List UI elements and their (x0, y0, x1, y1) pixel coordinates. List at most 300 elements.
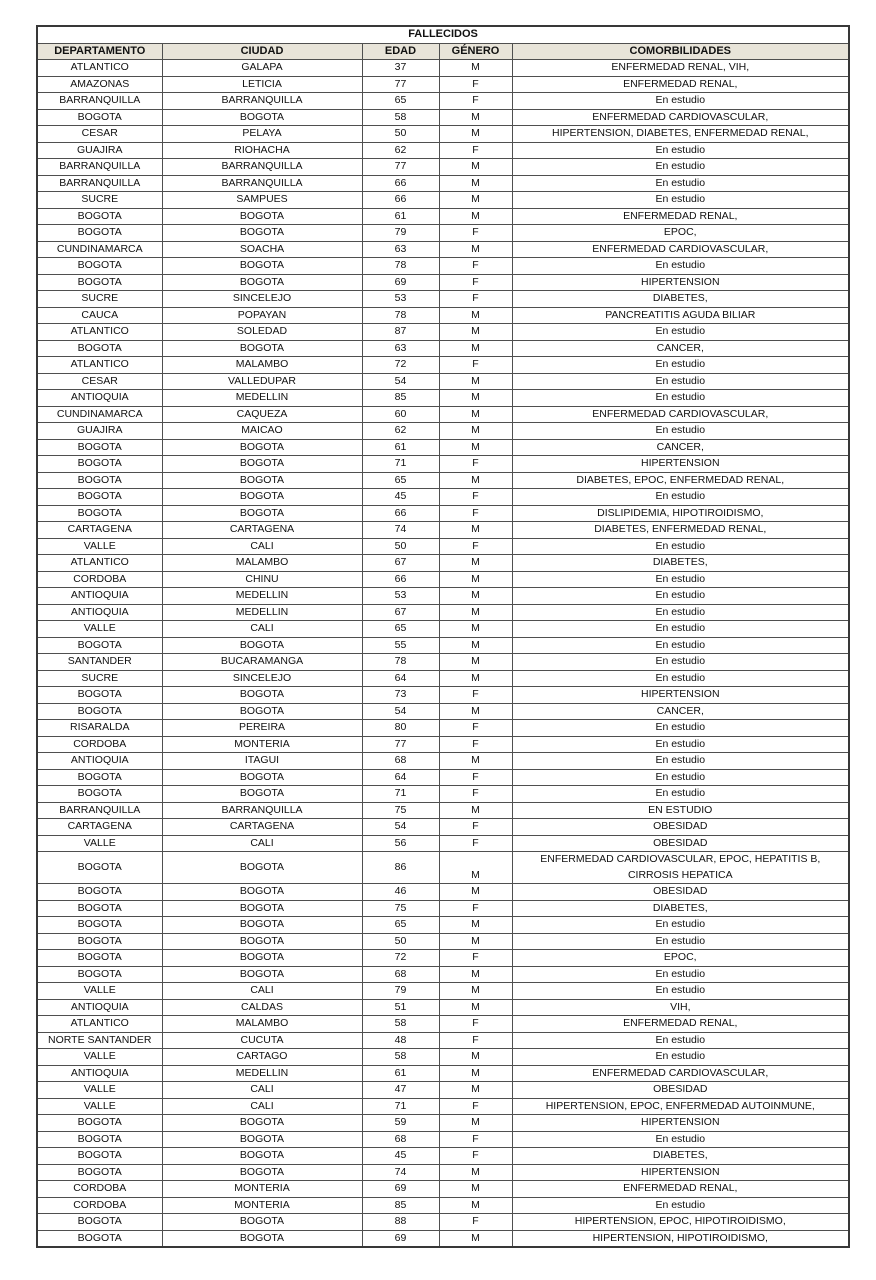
cell-departamento: CORDOBA (37, 736, 162, 753)
cell-departamento: BOGOTA (37, 472, 162, 489)
cell-genero: F (439, 357, 512, 374)
cell-ciudad: MALAMBO (162, 555, 362, 572)
cell-comorbilidades: En estudio (512, 966, 849, 983)
cell-edad: 53 (362, 588, 439, 605)
cell-comorbilidades: En estudio (512, 538, 849, 555)
cell-genero: M (439, 307, 512, 324)
cell-edad: 88 (362, 1214, 439, 1231)
table-row (37, 1032, 849, 1049)
cell-genero: F (439, 142, 512, 159)
cell-ciudad: CALI (162, 1098, 362, 1115)
cell-ciudad: BOGOTA (162, 208, 362, 225)
cell-edad: 75 (362, 900, 439, 917)
cell-genero: M (439, 390, 512, 407)
cell-ciudad: MAICAO (162, 423, 362, 440)
cell-edad: 87 (362, 324, 439, 341)
table-row (37, 505, 849, 522)
cell-comorbilidades: En estudio (512, 142, 849, 159)
cell-departamento: VALLE (37, 621, 162, 638)
cell-genero: F (439, 76, 512, 93)
table-row (37, 621, 849, 638)
cell-comorbilidades: OBESIDAD (512, 1082, 849, 1099)
cell-ciudad: BOGOTA (162, 340, 362, 357)
cell-ciudad: POPAYAN (162, 307, 362, 324)
table-row (37, 406, 849, 423)
cell-ciudad: LETICIA (162, 76, 362, 93)
cell-edad: 46 (362, 884, 439, 901)
cell-ciudad: VALLEDUPAR (162, 373, 362, 390)
cell-ciudad: SOACHA (162, 241, 362, 258)
table-row (37, 1016, 849, 1033)
cell-edad: 69 (362, 1230, 439, 1247)
cell-edad: 74 (362, 522, 439, 539)
cell-ciudad: MALAMBO (162, 357, 362, 374)
cell-comorbilidades: En estudio (512, 1131, 849, 1148)
cell-edad: 64 (362, 769, 439, 786)
cell-ciudad: MEDELLIN (162, 1065, 362, 1082)
cell-departamento: RISARALDA (37, 720, 162, 737)
cell-genero: F (439, 835, 512, 852)
table-title: FALLECIDOS (37, 26, 849, 43)
cell-ciudad: BOGOTA (162, 637, 362, 654)
cell-departamento: ATLANTICO (37, 555, 162, 572)
cell-ciudad: CALI (162, 835, 362, 852)
cell-edad: 77 (362, 76, 439, 93)
table-row (37, 884, 849, 901)
cell-comorbilidades: DIABETES, ENFERMEDAD RENAL, (512, 522, 849, 539)
fallecidos-table (36, 25, 850, 1248)
cell-genero: M (439, 1181, 512, 1198)
cell-departamento: SUCRE (37, 291, 162, 308)
cell-genero: M (439, 654, 512, 671)
cell-ciudad: RIOHACHA (162, 142, 362, 159)
cell-ciudad: SAMPUES (162, 192, 362, 209)
cell-ciudad: BOGOTA (162, 1164, 362, 1181)
cell-genero: F (439, 274, 512, 291)
cell-edad: 62 (362, 142, 439, 159)
cell-comorbilidades: EPOC, (512, 225, 849, 242)
cell-ciudad: CALI (162, 983, 362, 1000)
cell-edad: 66 (362, 505, 439, 522)
cell-ciudad: CALI (162, 538, 362, 555)
cell-comorbilidades: DIABETES, (512, 1148, 849, 1165)
table-row (37, 208, 849, 225)
cell-edad: 37 (362, 60, 439, 77)
cell-genero: M (439, 192, 512, 209)
cell-comorbilidades: DIABETES, EPOC, ENFERMEDAD RENAL, (512, 472, 849, 489)
table-row (37, 933, 849, 950)
cell-comorbilidades: En estudio (512, 489, 849, 506)
cell-edad: 78 (362, 258, 439, 275)
cell-departamento: ANTIOQUIA (37, 390, 162, 407)
cell-edad: 54 (362, 373, 439, 390)
cell-comorbilidades: En estudio (512, 192, 849, 209)
cell-departamento: BOGOTA (37, 340, 162, 357)
cell-departamento: BOGOTA (37, 258, 162, 275)
table-row (37, 93, 849, 110)
table-row (37, 966, 849, 983)
cell-comorbilidades: EPOC, (512, 950, 849, 967)
cell-comorbilidades: DIABETES, (512, 900, 849, 917)
cell-edad: 79 (362, 983, 439, 1000)
cell-comorbilidades: En estudio (512, 933, 849, 950)
cell-departamento: BOGOTA (37, 637, 162, 654)
cell-ciudad: BOGOTA (162, 900, 362, 917)
table-row (37, 703, 849, 720)
cell-ciudad: MONTERIA (162, 1181, 362, 1198)
cell-ciudad: BOGOTA (162, 950, 362, 967)
cell-comorbilidades: DIABETES, (512, 291, 849, 308)
table-row (37, 917, 849, 934)
table-row (37, 324, 849, 341)
cell-edad: 68 (362, 1131, 439, 1148)
cell-comorbilidades: En estudio (512, 670, 849, 687)
table-row (37, 900, 849, 917)
cell-genero: F (439, 687, 512, 704)
table-row (37, 1131, 849, 1148)
cell-ciudad: BOGOTA (162, 1148, 362, 1165)
table-header-row (37, 43, 849, 60)
cell-genero: M (439, 753, 512, 770)
cell-genero: F (439, 489, 512, 506)
cell-departamento: VALLE (37, 1082, 162, 1099)
cell-edad: 67 (362, 604, 439, 621)
table-row (37, 769, 849, 786)
cell-ciudad: GALAPA (162, 60, 362, 77)
cell-departamento: CARTAGENA (37, 522, 162, 539)
cell-edad: 63 (362, 241, 439, 258)
cell-comorbilidades: OBESIDAD (512, 884, 849, 901)
cell-ciudad: MONTERIA (162, 1197, 362, 1214)
cell-ciudad: BOGOTA (162, 258, 362, 275)
cell-edad: 54 (362, 819, 439, 836)
table-row (37, 159, 849, 176)
cell-ciudad: CARTAGENA (162, 819, 362, 836)
cell-comorbilidades: En estudio (512, 621, 849, 638)
cell-comorbilidades: HIPERTENSION, EPOC, ENFERMEDAD AUTOINMUNE, (512, 1098, 849, 1115)
cell-comorbilidades: En estudio (512, 637, 849, 654)
cell-departamento: BOGOTA (37, 208, 162, 225)
cell-ciudad: BOGOTA (162, 472, 362, 489)
cell-ciudad: MALAMBO (162, 1016, 362, 1033)
cell-comorbilidades: ENFERMEDAD CARDIOVASCULAR, (512, 406, 849, 423)
cell-comorbilidades: En estudio (512, 390, 849, 407)
cell-comorbilidades: ENFERMEDAD RENAL, (512, 1181, 849, 1198)
cell-comorbilidades: ENFERMEDAD CARDIOVASCULAR, (512, 109, 849, 126)
cell-edad: 71 (362, 1098, 439, 1115)
cell-ciudad: BOGOTA (162, 225, 362, 242)
table-row (37, 983, 849, 1000)
cell-departamento: ANTIOQUIA (37, 1065, 162, 1082)
cell-comorbilidades: En estudio (512, 654, 849, 671)
cell-genero: F (439, 225, 512, 242)
table-row (37, 357, 849, 374)
cell-genero: M (439, 884, 512, 901)
table-row (37, 472, 849, 489)
table-row (37, 538, 849, 555)
cell-departamento: ATLANTICO (37, 324, 162, 341)
table-row (37, 241, 849, 258)
table-row (37, 456, 849, 473)
cell-comorbilidades: ENFERMEDAD RENAL, (512, 208, 849, 225)
cell-departamento: BOGOTA (37, 703, 162, 720)
cell-edad: 56 (362, 835, 439, 852)
table-row (37, 225, 849, 242)
cell-comorbilidades: En estudio (512, 604, 849, 621)
cell-departamento: VALLE (37, 1049, 162, 1066)
cell-genero: M (439, 60, 512, 77)
cell-genero: M (439, 999, 512, 1016)
table-row (37, 340, 849, 357)
cell-departamento: CESAR (37, 126, 162, 143)
cell-edad: 64 (362, 670, 439, 687)
cell-edad: 55 (362, 637, 439, 654)
cell-departamento: BOGOTA (37, 1148, 162, 1165)
cell-departamento: BOGOTA (37, 786, 162, 803)
cell-ciudad: MEDELLIN (162, 390, 362, 407)
cell-edad: 65 (362, 472, 439, 489)
cell-departamento: SUCRE (37, 670, 162, 687)
cell-ciudad: CALDAS (162, 999, 362, 1016)
cell-departamento: BARRANQUILLA (37, 802, 162, 819)
cell-ciudad: PELAYA (162, 126, 362, 143)
cell-edad: 77 (362, 736, 439, 753)
cell-departamento: BOGOTA (37, 900, 162, 917)
cell-comorbilidades: ENFERMEDAD CARDIOVASCULAR, (512, 1065, 849, 1082)
table-row (37, 373, 849, 390)
table-row (37, 670, 849, 687)
cell-comorbilidades: En estudio (512, 786, 849, 803)
cell-ciudad: BOGOTA (162, 1115, 362, 1132)
cell-comorbilidades: En estudio (512, 423, 849, 440)
cell-edad: 61 (362, 1065, 439, 1082)
cell-edad: 51 (362, 999, 439, 1016)
cell-genero: M (439, 983, 512, 1000)
cell-departamento: BOGOTA (37, 456, 162, 473)
cell-genero: F (439, 1016, 512, 1033)
cell-genero: F (439, 1148, 512, 1165)
cell-comorbilidades: HIPERTENSION, HIPOTIROIDISMO, (512, 1230, 849, 1247)
cell-departamento: GUAJIRA (37, 423, 162, 440)
cell-comorbilidades: VIH, (512, 999, 849, 1016)
column-header-departamento: DEPARTAMENTO (37, 43, 162, 60)
table-row (37, 192, 849, 209)
cell-edad: 69 (362, 274, 439, 291)
cell-genero: M (439, 917, 512, 934)
cell-ciudad: BOGOTA (162, 456, 362, 473)
cell-departamento: BOGOTA (37, 1131, 162, 1148)
table-title-row (37, 26, 849, 43)
table-row (37, 1065, 849, 1082)
cell-departamento: CUNDINAMARCA (37, 241, 162, 258)
table-row (37, 637, 849, 654)
cell-genero: F (439, 1214, 512, 1231)
cell-ciudad: CAQUEZA (162, 406, 362, 423)
cell-genero: M (439, 588, 512, 605)
cell-edad: 69 (362, 1181, 439, 1198)
cell-comorbilidades: HIPERTENSION (512, 687, 849, 704)
cell-ciudad: BOGOTA (162, 933, 362, 950)
cell-edad: 66 (362, 571, 439, 588)
cell-departamento: ANTIOQUIA (37, 999, 162, 1016)
cell-comorbilidades: ENFERMEDAD RENAL, (512, 76, 849, 93)
table-row (37, 604, 849, 621)
cell-edad: 50 (362, 126, 439, 143)
cell-comorbilidades: CANCER, (512, 340, 849, 357)
cell-departamento: VALLE (37, 1098, 162, 1115)
cell-departamento: BOGOTA (37, 505, 162, 522)
cell-departamento: ANTIOQUIA (37, 604, 162, 621)
cell-departamento: BOGOTA (37, 933, 162, 950)
table-row (37, 60, 849, 77)
cell-ciudad: SINCELEJO (162, 291, 362, 308)
cell-departamento: BOGOTA (37, 852, 162, 884)
cell-genero: M (439, 933, 512, 950)
cell-genero: M (439, 406, 512, 423)
cell-edad: 86 (362, 852, 439, 884)
cell-edad: 78 (362, 307, 439, 324)
table-row (37, 307, 849, 324)
column-header-ciudad: CIUDAD (162, 43, 362, 60)
cell-comorbilidades: En estudio (512, 93, 849, 110)
cell-departamento: GUAJIRA (37, 142, 162, 159)
cell-departamento: VALLE (37, 835, 162, 852)
cell-edad: 75 (362, 802, 439, 819)
cell-comorbilidades: HIPERTENSION (512, 274, 849, 291)
table-row (37, 423, 849, 440)
table-row (37, 489, 849, 506)
cell-edad: 80 (362, 720, 439, 737)
cell-genero: M (439, 423, 512, 440)
cell-genero: M (439, 1230, 512, 1247)
cell-edad: 85 (362, 390, 439, 407)
table-row (37, 999, 849, 1016)
cell-genero: F (439, 1032, 512, 1049)
cell-genero: M (439, 1065, 512, 1082)
cell-genero: F (439, 505, 512, 522)
cell-comorbilidades: DISLIPIDEMIA, HIPOTIROIDISMO, (512, 505, 849, 522)
cell-genero: M (439, 1049, 512, 1066)
cell-edad: 58 (362, 109, 439, 126)
cell-ciudad: BOGOTA (162, 109, 362, 126)
table-row (37, 439, 849, 456)
cell-genero: F (439, 1131, 512, 1148)
cell-genero: F (439, 720, 512, 737)
cell-departamento: BARRANQUILLA (37, 93, 162, 110)
table-row (37, 142, 849, 159)
cell-departamento: BOGOTA (37, 274, 162, 291)
cell-edad: 61 (362, 439, 439, 456)
cell-departamento: NORTE SANTANDER (37, 1032, 162, 1049)
cell-ciudad: MONTERIA (162, 736, 362, 753)
cell-departamento: CAUCA (37, 307, 162, 324)
cell-ciudad: CHINU (162, 571, 362, 588)
cell-comorbilidades: OBESIDAD (512, 835, 849, 852)
cell-genero: M (439, 1115, 512, 1132)
cell-comorbilidades: En estudio (512, 258, 849, 275)
cell-edad: 50 (362, 538, 439, 555)
cell-departamento: BARRANQUILLA (37, 175, 162, 192)
table-row (37, 555, 849, 572)
table-row (37, 1148, 849, 1165)
cell-edad: 45 (362, 489, 439, 506)
cell-ciudad: BOGOTA (162, 1131, 362, 1148)
cell-edad: 77 (362, 159, 439, 176)
cell-edad: 66 (362, 175, 439, 192)
cell-departamento: ATLANTICO (37, 60, 162, 77)
cell-ciudad: BOGOTA (162, 917, 362, 934)
cell-ciudad: CALI (162, 621, 362, 638)
cell-genero: M (439, 1164, 512, 1181)
cell-edad: 53 (362, 291, 439, 308)
cell-genero: M (439, 637, 512, 654)
cell-comorbilidades: En estudio (512, 769, 849, 786)
cell-departamento: BOGOTA (37, 1230, 162, 1247)
table-row (37, 1197, 849, 1214)
cell-edad: 61 (362, 208, 439, 225)
cell-genero: M (439, 802, 512, 819)
cell-ciudad: BOGOTA (162, 852, 362, 884)
cell-edad: 65 (362, 621, 439, 638)
table-row (37, 1230, 849, 1247)
table-row (37, 654, 849, 671)
cell-departamento: VALLE (37, 538, 162, 555)
cell-comorbilidades: En estudio (512, 736, 849, 753)
table-head (37, 26, 849, 60)
cell-edad: 60 (362, 406, 439, 423)
table-row (37, 76, 849, 93)
table-row (37, 852, 849, 884)
cell-comorbilidades: En estudio (512, 917, 849, 934)
cell-genero: M (439, 175, 512, 192)
cell-genero: F (439, 769, 512, 786)
cell-edad: 54 (362, 703, 439, 720)
cell-edad: 73 (362, 687, 439, 704)
cell-departamento: ANTIOQUIA (37, 753, 162, 770)
cell-comorbilidades: En estudio (512, 1197, 849, 1214)
cell-ciudad: BOGOTA (162, 489, 362, 506)
cell-genero: F (439, 456, 512, 473)
cell-genero: M (439, 1197, 512, 1214)
table-row (37, 753, 849, 770)
cell-departamento: SANTANDER (37, 654, 162, 671)
cell-genero: F (439, 258, 512, 275)
cell-genero: F (439, 291, 512, 308)
cell-departamento: BOGOTA (37, 439, 162, 456)
cell-genero: M (439, 1082, 512, 1099)
cell-edad: 45 (362, 1148, 439, 1165)
cell-genero: M (439, 571, 512, 588)
table-row (37, 786, 849, 803)
cell-genero: M (439, 324, 512, 341)
cell-edad: 78 (362, 654, 439, 671)
cell-ciudad: SINCELEJO (162, 670, 362, 687)
table-row (37, 175, 849, 192)
cell-ciudad: CUCUTA (162, 1032, 362, 1049)
cell-edad: 74 (362, 1164, 439, 1181)
cell-edad: 85 (362, 1197, 439, 1214)
cell-comorbilidades: En estudio (512, 983, 849, 1000)
cell-edad: 58 (362, 1049, 439, 1066)
cell-departamento: ATLANTICO (37, 1016, 162, 1033)
cell-edad: 68 (362, 753, 439, 770)
cell-ciudad: BOGOTA (162, 1230, 362, 1247)
cell-ciudad: MEDELLIN (162, 588, 362, 605)
table-row (37, 522, 849, 539)
cell-ciudad: PEREIRA (162, 720, 362, 737)
cell-genero: M (439, 126, 512, 143)
column-header-genero: GÉNERO (439, 43, 512, 60)
